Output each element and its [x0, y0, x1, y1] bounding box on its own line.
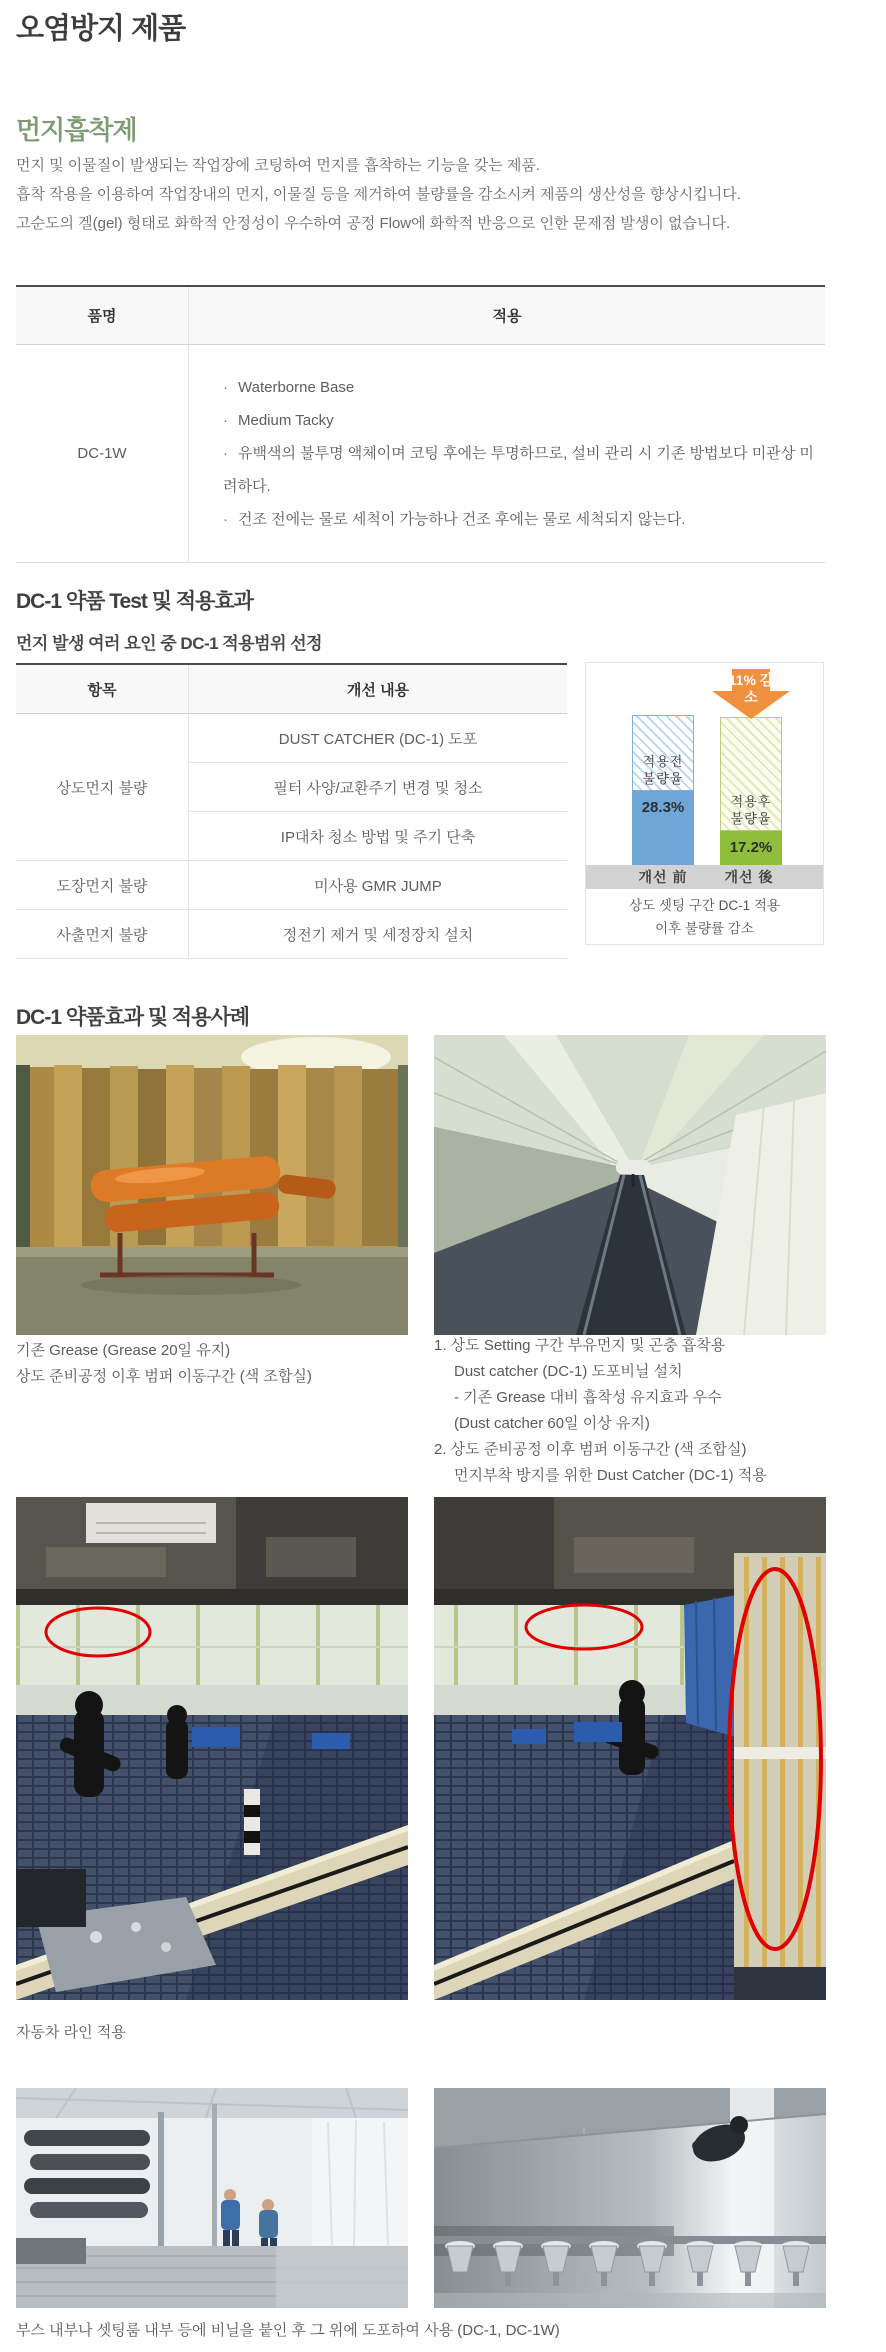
description-line: 흡착 작용을 이용하여 작업장내의 먼지, 이물질 등을 제거하여 불량률을 감소시켜 제품의 생산성을 향상시킵니다. — [16, 186, 741, 203]
list-item — [223, 437, 815, 503]
description-line: 고순도의 겔(gel) 형태로 화학적 안정성이 우수하여 공정 Flow에 화학적 반응으로 인한 문제점 발생이 없습니다. — [16, 215, 731, 232]
defect-rate-chart — [585, 662, 824, 945]
photo-grease-zone — [16, 1035, 408, 1335]
table-row — [16, 714, 567, 763]
improvement-cell: 정전기 제거 및 세정장치 설치 — [189, 910, 568, 959]
product-table-header-name: 품명 — [16, 286, 189, 345]
photo-bell-room — [434, 2088, 826, 2308]
improvement-table-header-item: 항목 — [16, 664, 189, 714]
product-table-header-application: 적용 — [189, 286, 826, 345]
section-heading-dust-adsorbent: 먼지흡착제 — [16, 115, 137, 145]
caption-line: 1. 상도 Setting 구간 부유먼지 및 곤충 흡착용 — [434, 1337, 726, 1354]
bar-after-label: 적용후 불량율 — [730, 794, 772, 826]
page-title: 오염방지 제품 — [16, 13, 186, 45]
list-item — [223, 404, 815, 437]
table-row — [16, 861, 567, 910]
bullet-icon: · — [223, 412, 228, 429]
chart-caption-line: 상도 셋팅 구간 DC-1 적용 — [629, 898, 780, 913]
bar-before — [632, 715, 694, 865]
product-application-cell — [189, 345, 826, 563]
caption-booth-usage — [16, 2318, 856, 2344]
subheading-scope: 먼지 발생 여러 요인 중 DC-1 적용범위 선정 — [16, 634, 323, 653]
caption-line: - 기존 Grease 대비 흡착성 유지효과 우수 — [454, 1389, 722, 1406]
section-heading-test: DC-1 약품 Test 및 적용효과 — [16, 590, 253, 613]
bar-after-hatch — [720, 717, 782, 831]
photo-auto-line-1 — [16, 1497, 408, 2000]
application-text: Medium Tacky — [238, 412, 334, 429]
caption-setting-booth — [434, 1333, 834, 1489]
caption-line: (Dust catcher 60일 이상 유지) — [454, 1415, 650, 1432]
dust-adsorbent-description — [16, 151, 741, 238]
list-item — [223, 503, 815, 536]
category-after: 개선 後 — [724, 869, 774, 885]
item-cell: 상도먼지 불량 — [16, 714, 189, 861]
improvement-cell: IP대차 청소 방법 및 주기 단축 — [189, 812, 568, 861]
category-before: 개선 前 — [638, 869, 688, 885]
section-heading-cases: DC-1 약품효과 및 적용사례 — [16, 1006, 250, 1029]
bar-before-hatch — [632, 715, 694, 791]
caption-line: 기존 Grease (Grease 20일 유지) — [16, 1342, 231, 1359]
bar-before-label: 적용전 불량율 — [642, 754, 684, 786]
improvement-table-header-content: 개선 내용 — [189, 664, 568, 714]
caption-line: 부스 내부나 셋팅룸 내부 등에 비닐을 붙인 후 그 위에 도포하여 사용 (DC-1, DC-1W) — [16, 2322, 560, 2339]
bar-after — [720, 717, 782, 865]
chart-caption — [586, 894, 823, 940]
list-item — [223, 371, 815, 404]
item-cell: 도장먼지 불량 — [16, 861, 189, 910]
bar-before-value: 28.3% — [632, 791, 694, 865]
photo-setting-room — [16, 2088, 408, 2308]
application-text: Waterborne Base — [238, 379, 355, 396]
bullet-icon: · — [223, 511, 228, 528]
improvement-cell: 필터 사양/교환주기 변경 및 청소 — [189, 763, 568, 812]
caption-line: Dust catcher (DC-1) 도포비닐 설치 — [454, 1363, 683, 1380]
improvement-cell: 미사용 GMR JUMP — [189, 861, 568, 910]
caption-line: 자동차 라인 적용 — [16, 2024, 126, 2041]
caption-line: 2. 상도 준비공정 이후 범퍼 이동구간 (색 조합실) — [434, 1441, 747, 1458]
improvement-table — [16, 663, 567, 959]
caption-grease-zone — [16, 1338, 416, 1390]
bar-after-value: 17.2% — [720, 831, 782, 865]
bullet-icon: · — [223, 445, 228, 462]
caption-auto-line — [16, 2020, 516, 2046]
application-text: 건조 전에는 물로 세척이 가능하나 건조 후에는 물로 세척되지 않는다. — [238, 511, 686, 528]
photo-auto-line-2 — [434, 1497, 826, 2000]
photo-setting-booth — [434, 1035, 826, 1335]
caption-line: 먼지부착 방지를 위한 Dust Catcher (DC-1) 적용 — [454, 1467, 767, 1484]
improvement-cell: DUST CATCHER (DC-1) 도포 — [189, 714, 568, 763]
table-row — [16, 910, 567, 959]
decrease-annotation: 11% 감소 — [728, 672, 774, 705]
product-name-cell: DC-1W — [16, 345, 189, 563]
application-text: 유백색의 불투명 액체이며 코팅 후에는 투명하므로, 설비 관리 시 기존 방법보다 미관상 미려하다. — [223, 445, 814, 495]
item-cell: 사출먼지 불량 — [16, 910, 189, 959]
chart-caption-line: 이후 불량률 감소 — [655, 921, 754, 936]
chart-axis-band — [586, 865, 823, 889]
caption-line: 상도 준비공정 이후 범퍼 이동구간 (색 조합실) — [16, 1368, 312, 1385]
bullet-icon: · — [223, 379, 228, 396]
table-row — [16, 345, 825, 563]
description-line: 먼지 및 이물질이 발생되는 작업장에 코팅하여 먼지를 흡착하는 기능을 갖는 제품. — [16, 157, 541, 174]
product-table — [16, 285, 825, 563]
